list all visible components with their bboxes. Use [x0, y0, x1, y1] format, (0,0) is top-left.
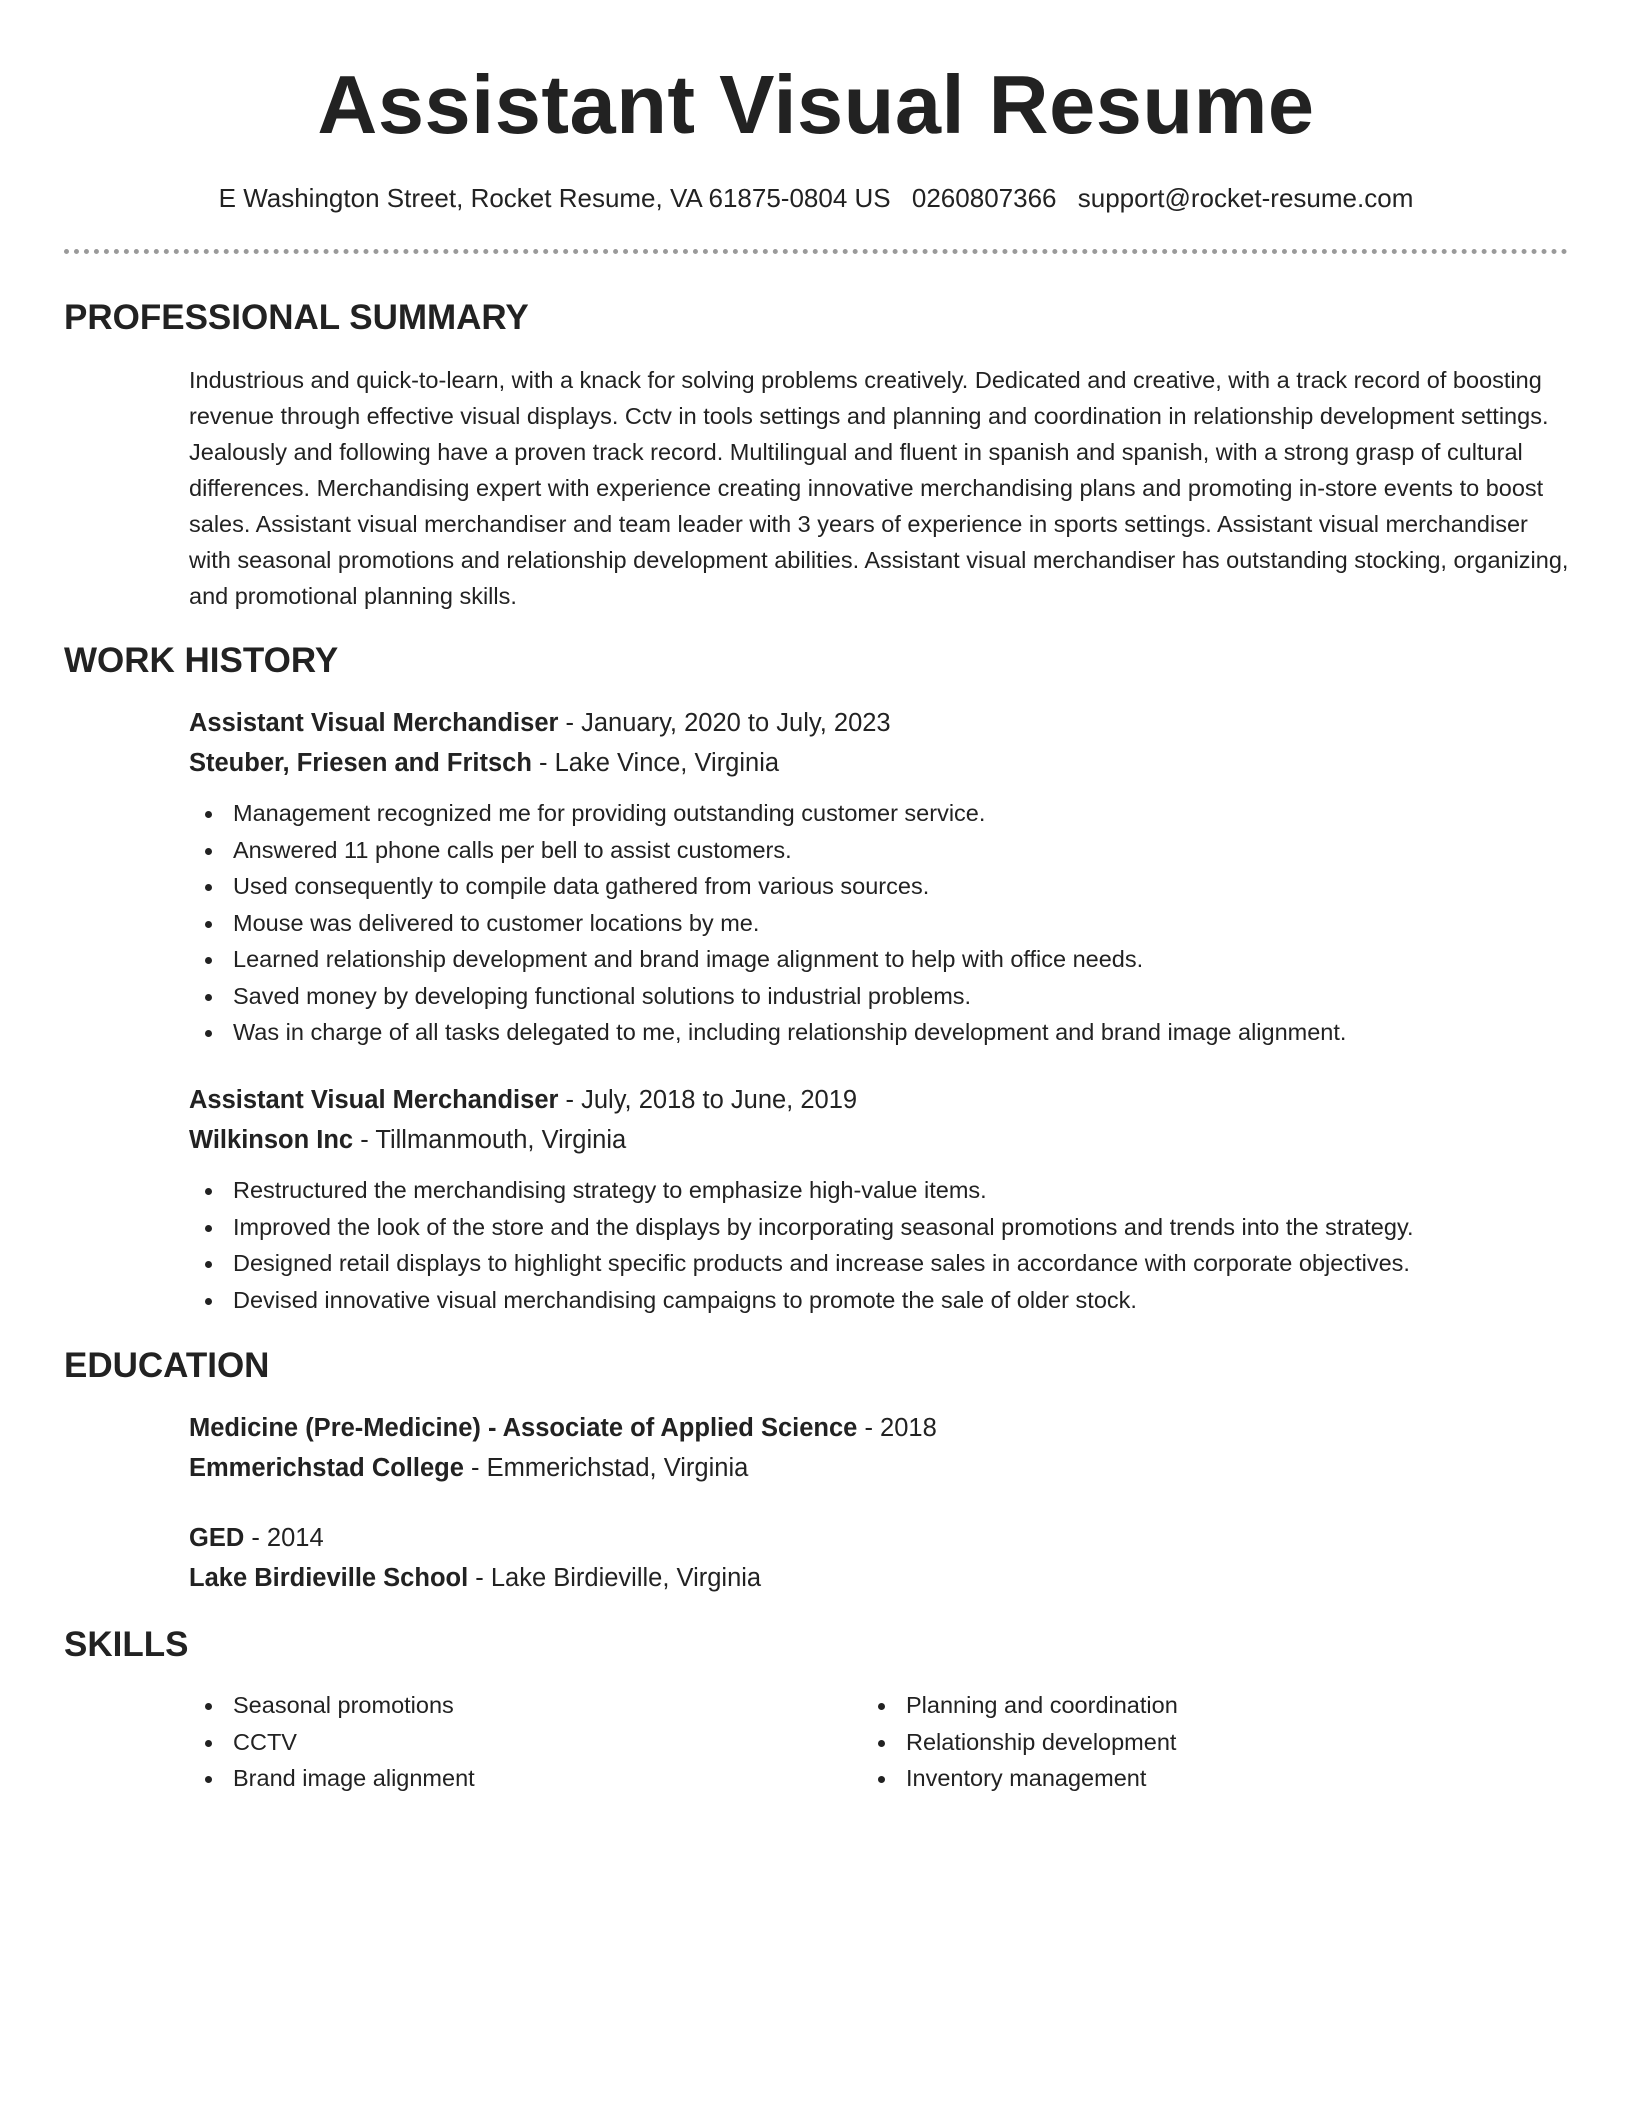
job-entry	[189, 1080, 1569, 1318]
skills-heading: SKILLS	[64, 1625, 189, 1664]
list-item: Inventory management	[862, 1760, 1178, 1797]
summary-heading: PROFESSIONAL SUMMARY	[64, 298, 529, 337]
list-item: Relationship development	[862, 1724, 1178, 1761]
degree-year: - 2014	[244, 1524, 324, 1552]
job-company: Wilkinson Inc	[189, 1126, 354, 1154]
contact-line	[64, 178, 1568, 218]
education-entry	[189, 1518, 1569, 1598]
contact-email: support@rocket-resume.com	[1077, 183, 1414, 213]
list-item: Mouse was delivered to customer locations by me.	[189, 905, 1569, 942]
school-location: - Lake Birdieville, Virginia	[468, 1564, 762, 1592]
job-bullets	[189, 795, 1569, 1051]
summary-section	[189, 362, 1569, 614]
header-divider	[64, 249, 1568, 254]
school-line	[189, 1448, 1569, 1488]
list-item: CCTV	[189, 1724, 475, 1761]
job-title: Assistant Visual Merchandiser	[189, 1086, 559, 1114]
list-item: Was in charge of all tasks delegated to me, including relationship development and brand image alignment.	[189, 1014, 1569, 1051]
list-item: Management recognized me for providing outstanding customer service.	[189, 795, 1569, 832]
list-item: Brand image alignment	[189, 1760, 475, 1797]
list-item: Used consequently to compile data gathered from various sources.	[189, 868, 1569, 905]
job-title-line	[189, 1080, 1569, 1120]
job-location: - Tillmanmouth, Virginia	[353, 1126, 627, 1154]
summary-text: Industrious and quick-to-learn, with a knack for solving problems creatively. Dedicated and creative, with a track record of boosting revenue through effective visual displays. Cctv in tools settings and planning and coordination in relationship development settings. Jealously and following have a proven track record. Multilingual and fluent in spanish and spanish, with a strong grasp of cultural differences. Merchandising expert with experience creating innovative merchandising plans and promoting in-store events to boost sales. Assistant visual merchandiser and team leader with 3 years of experience in sports settings. Assistant visual merchandiser with seasonal promotions and relationship development abilities. Assistant visual merchandiser has outstanding stocking, organizing, and promotional planning skills.	[189, 367, 1569, 609]
list-item: Seasonal promotions	[189, 1687, 475, 1724]
contact-phone: 0260807366	[911, 183, 1057, 213]
job-dates: - July, 2018 to June, 2019	[558, 1086, 858, 1114]
skills-column-left	[189, 1687, 475, 1797]
degree-line	[189, 1518, 1569, 1558]
degree-year: - 2018	[857, 1414, 937, 1442]
degree: Medicine (Pre-Medicine) - Associate of Applied Science	[189, 1414, 858, 1442]
degree-line	[189, 1408, 1569, 1448]
contact-address: E Washington Street, Rocket Resume, VA 61875-0804 US	[218, 183, 891, 213]
skills-right-list	[862, 1687, 1178, 1797]
list-item: Devised innovative visual merchandising campaigns to promote the sale of older stock.	[189, 1282, 1569, 1319]
work-heading: WORK HISTORY	[64, 641, 339, 680]
job-location: - Lake Vince, Virginia	[531, 749, 780, 777]
resume-title: Assistant Visual Resume	[317, 58, 1315, 151]
list-item: Restructured the merchandising strategy to emphasize high-value items.	[189, 1172, 1569, 1209]
job-company-line	[189, 1120, 1569, 1160]
degree: GED	[189, 1524, 245, 1552]
school: Emmerichstad College	[189, 1454, 464, 1482]
job-dates: - January, 2020 to July, 2023	[558, 709, 891, 737]
job-title: Assistant Visual Merchandiser	[189, 709, 559, 737]
list-item: Designed retail displays to highlight specific products and increase sales in accordance with corporate objectives.	[189, 1245, 1569, 1282]
education-heading: EDUCATION	[64, 1346, 270, 1385]
list-item: Planning and coordination	[862, 1687, 1178, 1724]
school: Lake Birdieville School	[189, 1564, 469, 1592]
skills-column-right	[862, 1687, 1178, 1797]
skills-left-list	[189, 1687, 475, 1797]
list-item: Answered 11 phone calls per bell to assist customers.	[189, 832, 1569, 869]
education-entry	[189, 1408, 1569, 1488]
skills-list	[189, 1687, 1569, 1807]
job-entry	[189, 703, 1569, 1051]
school-location: - Emmerichstad, Virginia	[463, 1454, 749, 1482]
list-item: Learned relationship development and brand image alignment to help with office needs.	[189, 941, 1569, 978]
job-title-line	[189, 703, 1569, 743]
list-item: Saved money by developing functional solutions to industrial problems.	[189, 978, 1569, 1015]
job-company: Steuber, Friesen and Fritsch	[189, 749, 532, 777]
job-company-line	[189, 743, 1569, 783]
list-item: Improved the look of the store and the displays by incorporating seasonal promotions and trends into the strategy.	[189, 1209, 1569, 1246]
school-line	[189, 1558, 1569, 1598]
job-bullets	[189, 1172, 1569, 1318]
